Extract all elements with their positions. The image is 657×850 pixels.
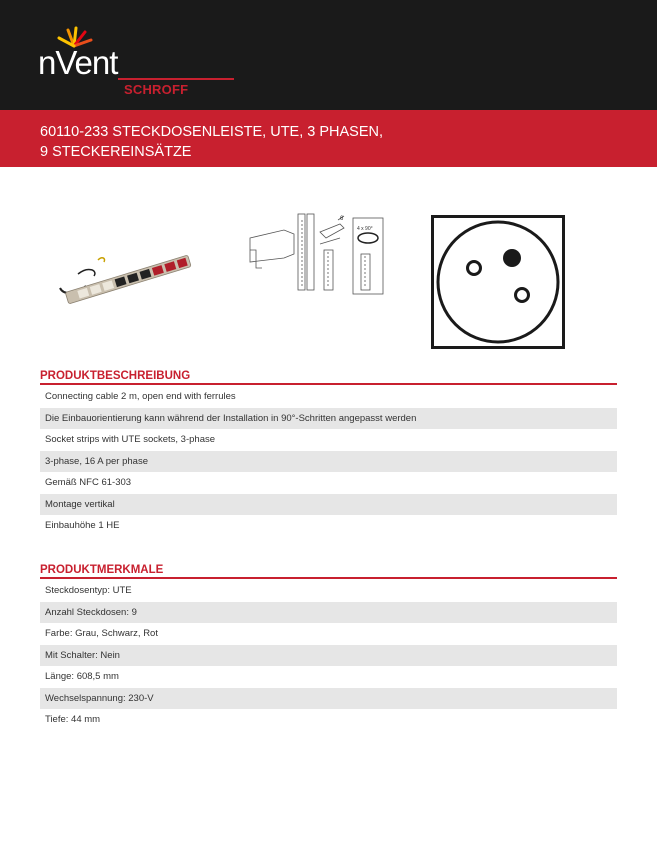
mounting-bracket-drawing [244,210,394,300]
description-item: Gemäß NFC 61-303 [45,477,132,488]
description-heading: PRODUKTBESCHREIBUNG [40,370,191,382]
description-item: Montage vertikal [40,494,617,516]
description-item: 3-phase, 16 A per phase [40,451,617,473]
description-item: Einbauhöhe 1 HE [45,520,120,531]
description-list [40,386,617,537]
brand-name: nVent [38,44,118,81]
nvent-schroff-logo [38,26,203,100]
feature-item: Steckdosentyp: UTE [45,585,132,596]
feature-item: Farbe: Grau, Schwarz, Rot [45,628,158,639]
feature-item: Tiefe: 44 mm [45,714,101,725]
feature-item: Anzahl Steckdosen: 9 [40,602,617,624]
page-title-line2: 9 STECKEREINSÄTZE [40,144,192,160]
power-strip-photo [58,248,198,308]
feature-item: Wechselspannung: 230-V [40,688,617,710]
features-list [40,580,617,731]
description-item: Die Einbauorientierung kann während der Installation in 90°-Schritten angepasst werden [40,408,617,430]
title-band [0,110,657,167]
drawing-label-6: 6 [340,216,344,222]
drawing-label-angle: 4 x 90° [357,226,373,232]
header-bar [0,0,657,110]
logo-underline [118,78,234,80]
brand-sub: SCHROFF [124,82,189,97]
page-title-line1: 60110-233 STECKDOSENLEISTE, UTE, 3 PHASEN, [40,124,384,140]
description-rule [40,383,617,385]
description-item: Connecting cable 2 m, open end with ferrules [45,391,236,402]
features-rule [40,577,617,579]
page-title [40,122,383,162]
feature-item: Mit Schalter: Nein [40,645,617,667]
features-heading: PRODUKTMERKMALE [40,564,164,576]
ute-socket-symbol [431,215,565,349]
description-item: Socket strips with UTE sockets, 3-phase [45,434,216,445]
feature-item: Länge: 608,5 mm [45,671,119,682]
